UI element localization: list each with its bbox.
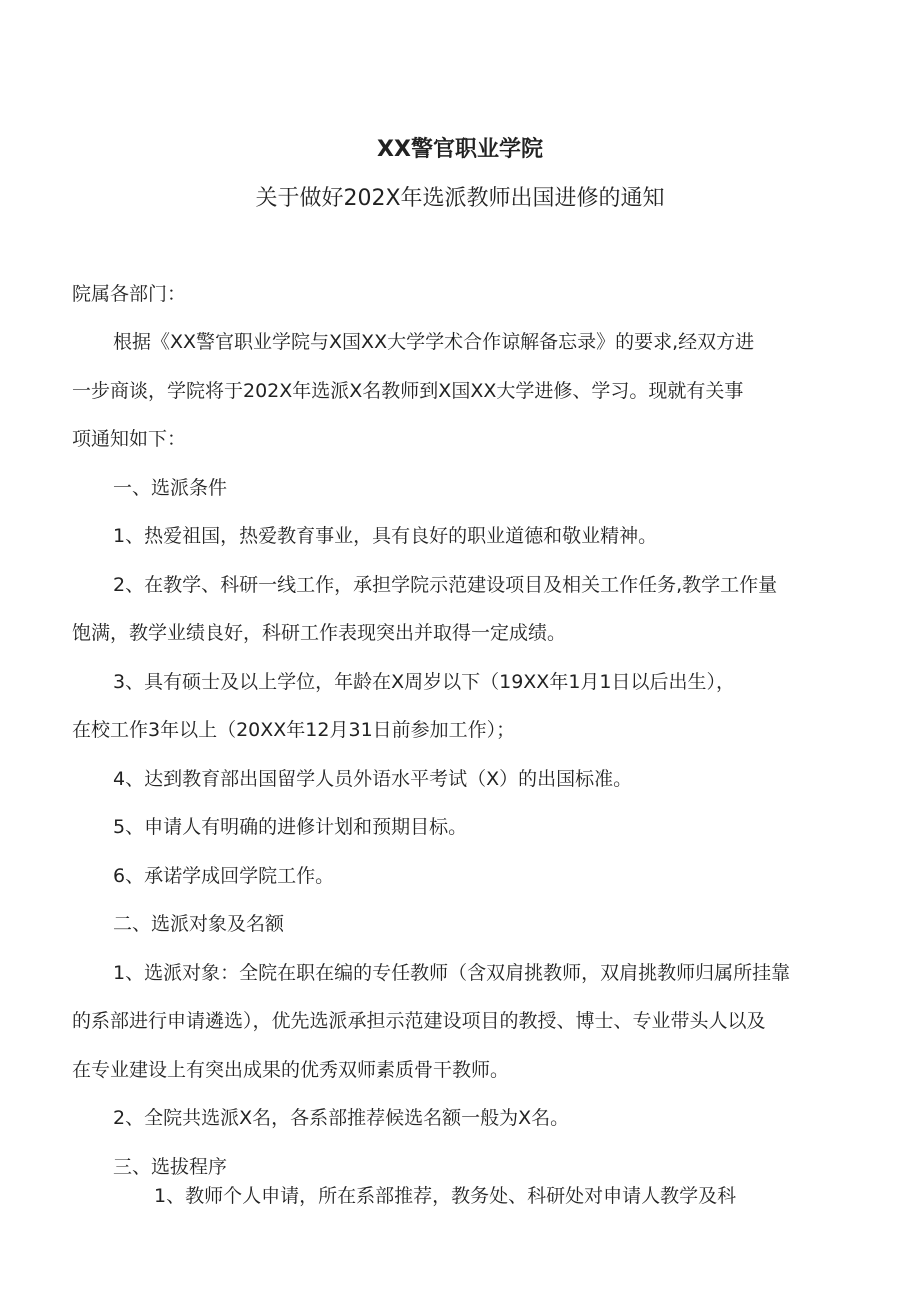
section-3-heading: 三、选拔程序 xyxy=(113,1156,228,1178)
condition-3-line-1: 3、具有硕士及以上学位，年龄在X周岁以下（19XX年1月1日以后出生）， xyxy=(113,671,735,693)
intro-line-3: 项通知如下： xyxy=(72,428,187,450)
condition-4-line-1: 4、达到教育部出国留学人员外语水平考试（X）的出国标准。 xyxy=(113,768,633,790)
selection-quota-line-1: 2、全院共选派X名，各系部推荐候选名额一般为X名。 xyxy=(113,1107,570,1129)
selection-target-line-3: 在专业建设上有突出成果的优秀双师素质骨干教师。 xyxy=(72,1059,510,1081)
document-title-institution: XX警官职业学院 xyxy=(377,137,543,162)
condition-5-line-1: 5、申请人有明确的进修计划和预期目标。 xyxy=(113,816,468,838)
document-title-subject: 关于做好202X年选派教师出国进修的通知 xyxy=(255,186,665,211)
condition-2-line-2: 饱满，教学业绩良好，科研工作表现突出并取得一定成绩。 xyxy=(72,622,567,644)
section-2-heading: 二、选派对象及名额 xyxy=(113,913,285,935)
section-1-heading: 一、选派条件 xyxy=(113,477,228,499)
intro-line-2: 一步商谈，学院将于202X年选派X名教师到X国XX大学进修、学习。现就有关事 xyxy=(72,380,744,402)
selection-target-line-2: 的系部进行申请遴选），优先选派承担示范建设项目的教授、博士、专业带头人以及 xyxy=(72,1010,766,1032)
intro-line-1: 根据《XX警官职业学院与X国XX大学学术合作谅解备忘录》的要求,经双方进 xyxy=(113,331,755,353)
procedure-1-line-1: 1、教师个人申请，所在系部推荐，教务处、科研处对申请人教学及科 xyxy=(154,1185,737,1207)
condition-2-line-1: 2、在教学、科研一线工作，承担学院示范建设项目及相关工作任务,教学工作量 xyxy=(113,574,778,596)
selection-target-line-1: 1、选派对象：全院在职在编的专任教师（含双肩挑教师，双肩挑教师归属所挂靠 xyxy=(113,962,791,984)
condition-1-line-1: 1、热爱祖国，热爱教育事业，具有良好的职业道德和敬业精神。 xyxy=(113,525,658,547)
salutation: 院属各部门： xyxy=(72,283,187,305)
condition-3-line-2: 在校工作3年以上（20XX年12月31日前参加工作）； xyxy=(72,719,516,741)
condition-6-line-1: 6、承诺学成回学院工作。 xyxy=(113,865,335,887)
